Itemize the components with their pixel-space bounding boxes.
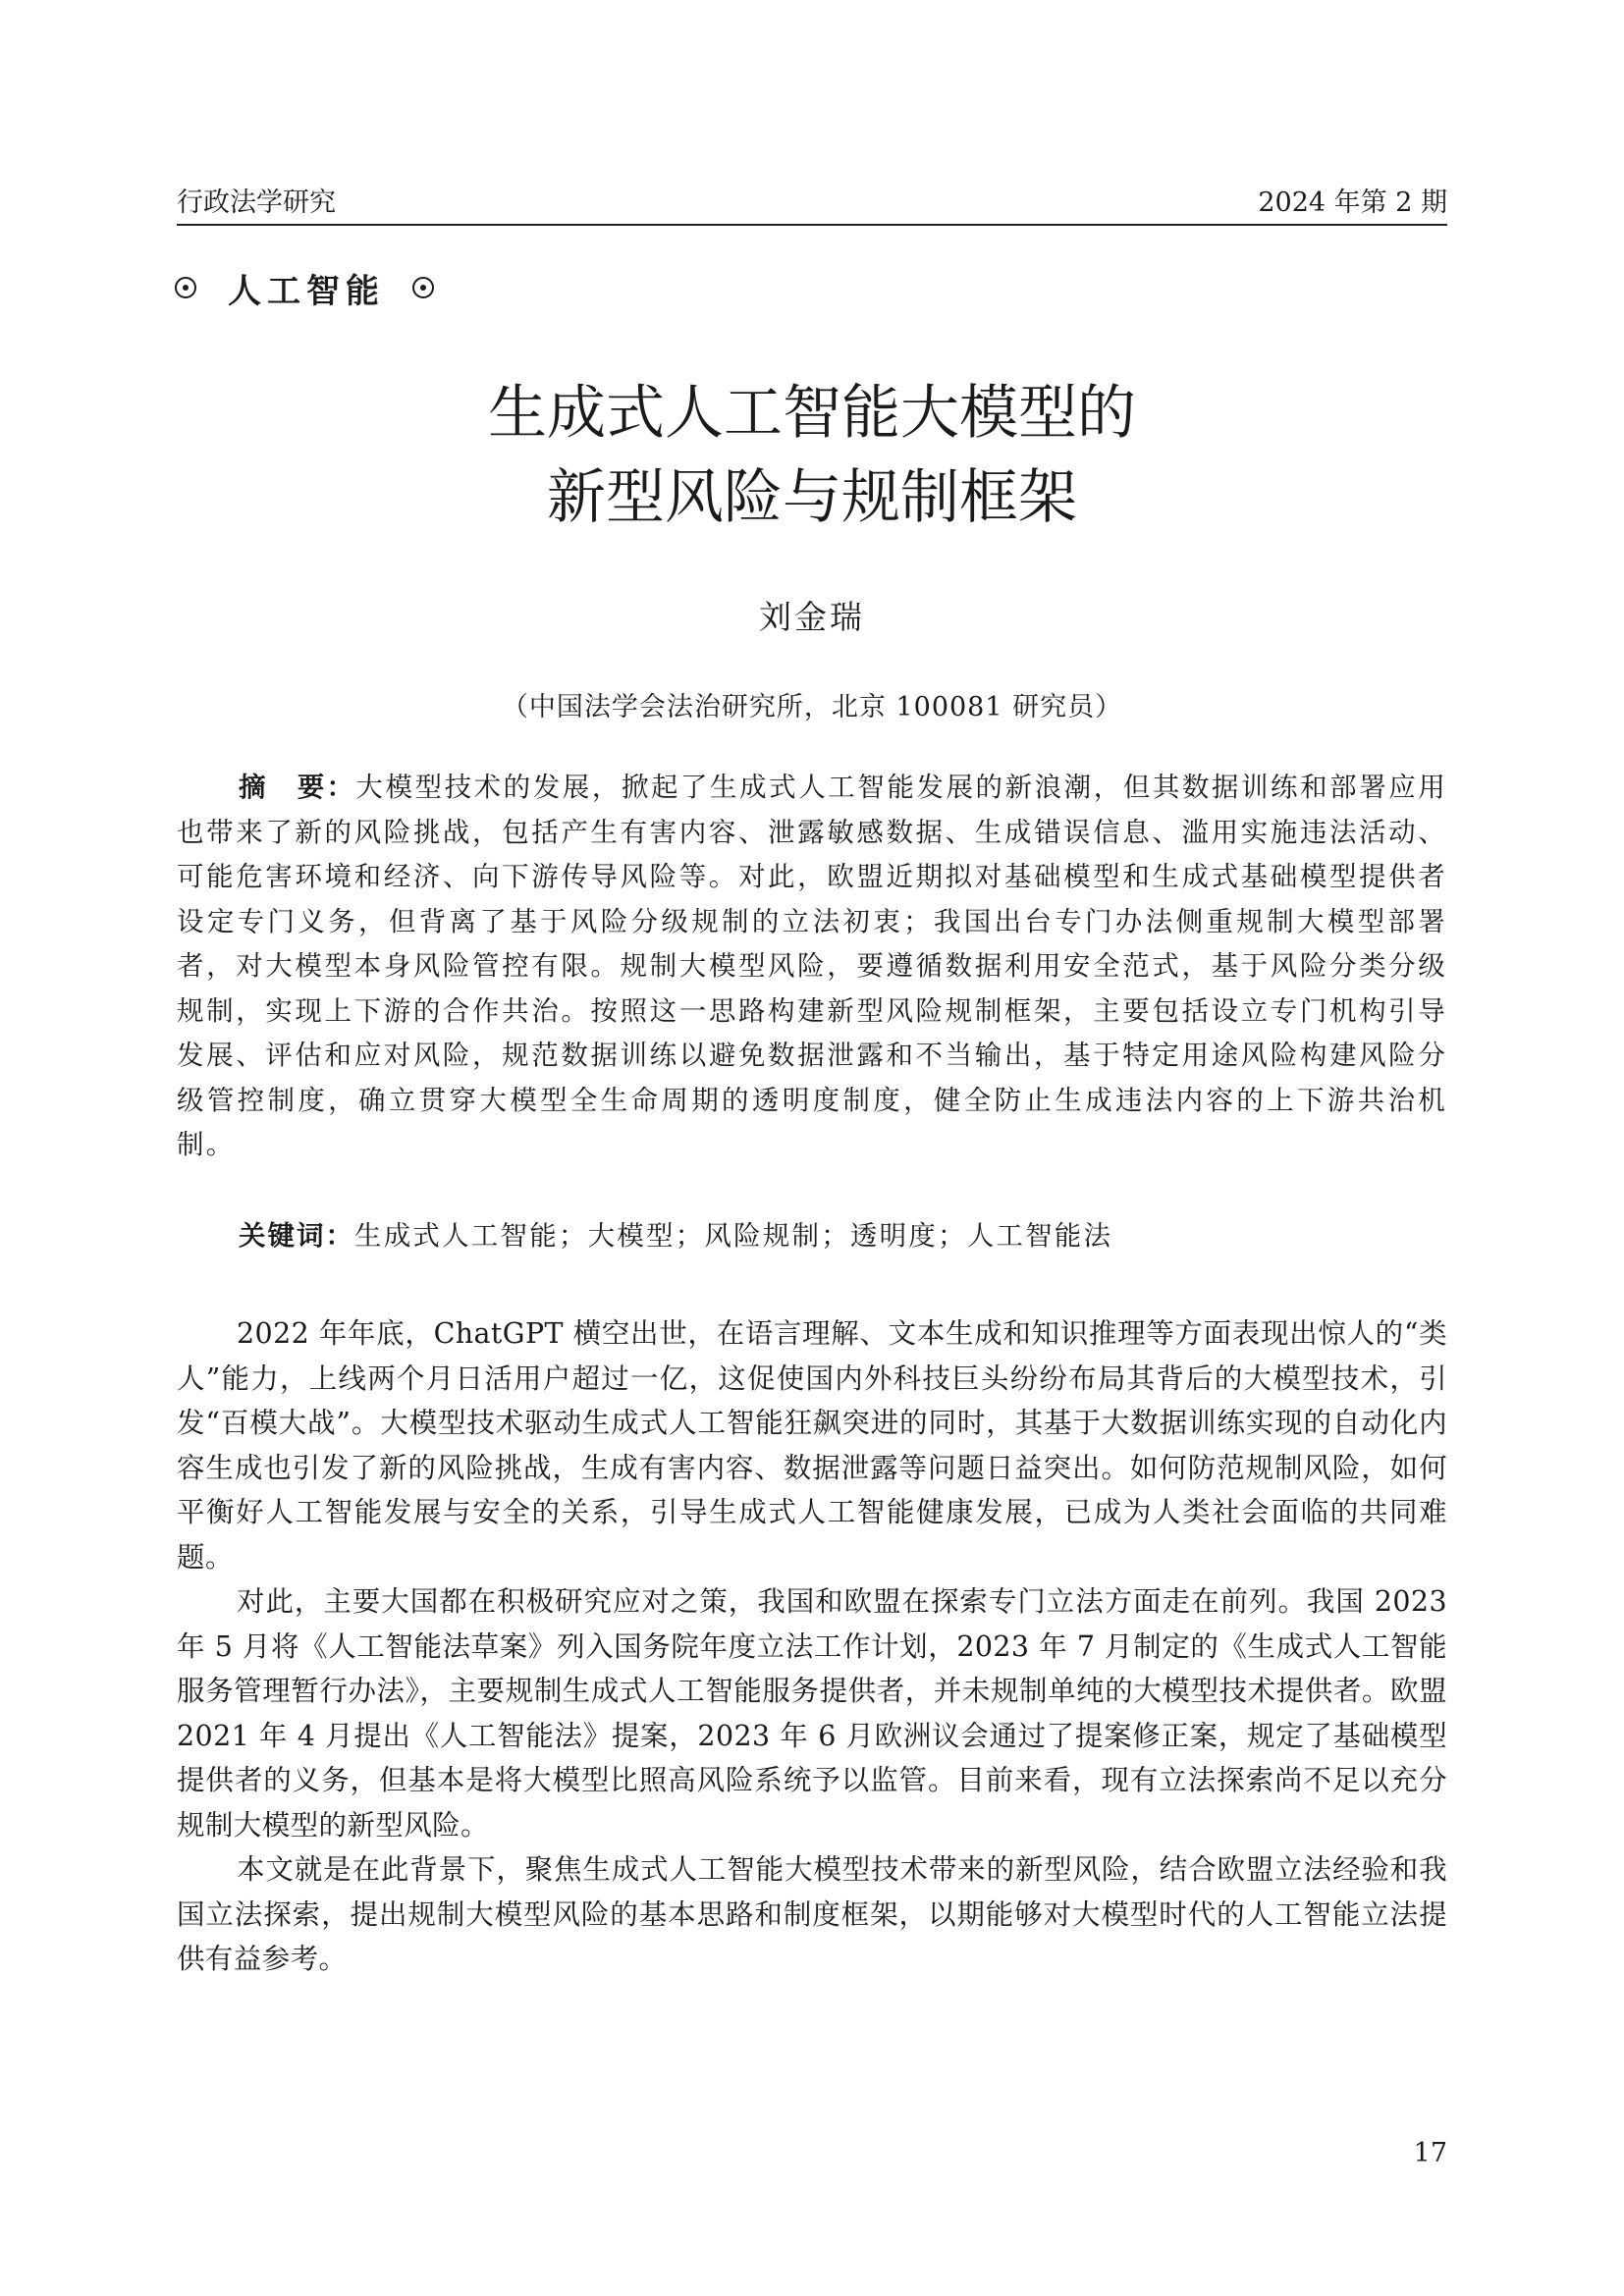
circle-dot-icon bbox=[412, 277, 434, 298]
page-number: 17 bbox=[1413, 2138, 1447, 2168]
author-affiliation: （中国法学会法治研究所，北京 100081 研究员） bbox=[501, 692, 1123, 722]
paragraph: 本文就是在此背景下，聚焦生成式人工智能大模型技术带来的新型风险，结合欧盟立法经验和我国立法探索，提出规制大模型风险的基本思路和制度框架，以期能够对大模型时代的人工智能立法提供有益参考。 bbox=[177, 1853, 1447, 1975]
keywords bbox=[239, 1214, 1447, 1258]
journal-name: 行政法学研究 bbox=[177, 187, 336, 218]
title-line-1: 生成式人工智能大模型的 bbox=[488, 379, 1136, 448]
running-header bbox=[177, 175, 1447, 226]
abstract-text: 大模型技术的发展，掀起了生成式人工智能发展的新浪潮，但其数据训练和部署应用也带来了新的风险挑战，包括产生有害内容、泄露敏感数据、生成错误信息、滥用实施违法活动、可能危害环境和经济、向下游传导风险等。对此，欧盟近期拟对基础模型和生成式基础模型提供者设定专门义务，但背离了基于风险分级规制的立法初衷；我国出台专门办法侧重规制大模型部署者，对大模型本身风险管控有限。规制大模型风险，要遵循数据利用安全范式，基于风险分类分级规制，实现上下游的合作共治。按照这一思路构建新型风险规制框架，主要包括设立专门机构引导发展、评估和应对风险，规范数据训练以避免数据泄露和不当输出，基于特定用途风险构建风险分级管控制度，确立贯穿大模型全生命周期的透明度制度，健全防止生成违法内容的上下游共治机制。 bbox=[177, 772, 1448, 1160]
section-label: 人工智能 bbox=[228, 271, 385, 311]
paragraph: 对此，主要大国都在积极研究应对之策，我国和欧盟在探索专门立法方面走在前列。我国 2023 年 5 月将《人工智能法草案》列入国务院年度立法工作计划，2023 年 7 月制定的《生成式人工智能服务管理暂行办法》，主要规制生成式人工智能服务提供者，并未规制单纯的大模型技术提供者。欧盟 2021 年 4 月提出《人工智能法》提案，2023 年 6 月欧洲议会通过了提案修正案，规定了基础模型提供者的义务，但基本是将大模型比照高风险系统予以监管。目前来看，现有立法探索尚不足以充分规制大模型的新型风险。 bbox=[177, 1585, 1447, 1842]
abstract-label: 摘 要： bbox=[239, 772, 356, 803]
author-name: 刘金瑞 bbox=[759, 598, 865, 636]
circle-dot-icon bbox=[175, 277, 196, 298]
abstract bbox=[177, 766, 1447, 1168]
article-title bbox=[177, 371, 1447, 540]
keywords-label: 关键词： bbox=[239, 1220, 354, 1252]
section-heading bbox=[175, 263, 434, 312]
issue-number: 2024 年第 2 期 bbox=[1258, 187, 1447, 218]
paragraph: 2022 年年底，ChatGPT 横空出世，在语言理解、文本生成和知识推理等方面表现出惊人的“类人”能力，上线两个月日活用户超过一亿，这促使国内外科技巨头纷纷布局其背后的大模型技术，引发“百模大战”。大模型技术驱动生成式人工智能狂飙突进的同时，其基于大数据训练实现的自动化内容生成也引发了新的风险挑战，生成有害内容、数据泄露等问题日益突出。如何防范规制风险，如何平衡好人工智能发展与安全的关系，引导生成式人工智能健康发展，已成为人类社会面临的共同难题。 bbox=[177, 1317, 1447, 1574]
title-line-2: 新型风险与规制框架 bbox=[547, 463, 1077, 532]
body-text bbox=[177, 1311, 1447, 1982]
keywords-text: 生成式人工智能；大模型；风险规制；透明度；人工智能法 bbox=[354, 1220, 1113, 1252]
